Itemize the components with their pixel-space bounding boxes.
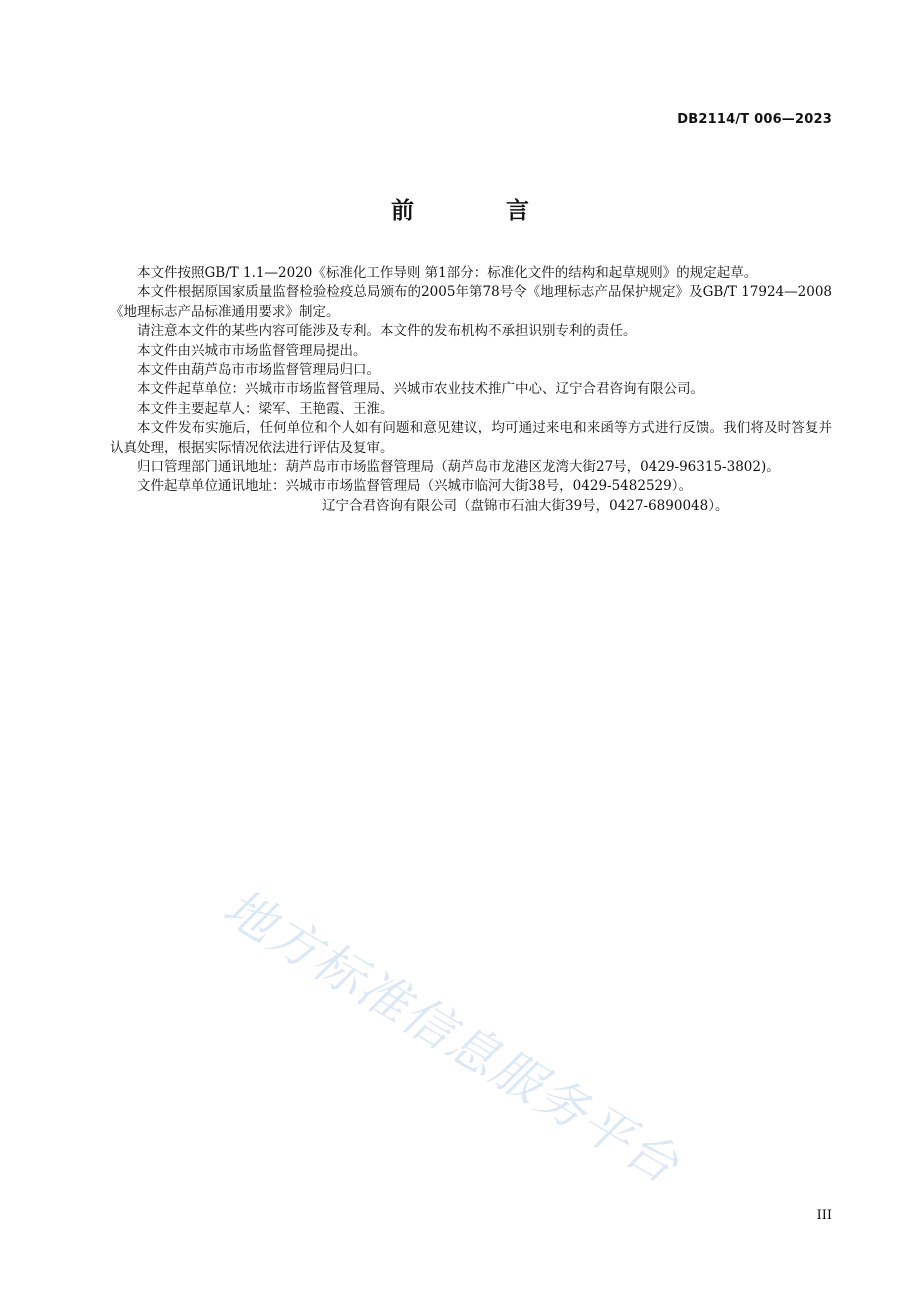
paragraph: 本文件发布实施后，任何单位和个人如有问题和意见建议，均可通过来电和来函等方式进行反馈。我们将及时答复并认真处理，根据实际情况依法进行评估及复审。 xyxy=(110,420,832,456)
standard-code: DB2114/T 006—2023 xyxy=(677,112,832,127)
paragraph: 请注意本文件的某些内容可能涉及专利。本文件的发布机构不承担识别专利的责任。 xyxy=(137,323,637,340)
page-title: 前 言 xyxy=(390,198,571,224)
paragraph: 本文件由兴城市市场监督管理局提出。 xyxy=(137,342,367,359)
paragraph: 归口管理部门通讯地址：葫芦岛市市场监督管理局（葫芦岛市龙港区龙湾大街27号，0429-96315-3802)。 xyxy=(137,459,780,476)
drafting-address xyxy=(110,477,832,496)
paragraph: 本文件主要起草人：梁军、王艳霞、王淮。 xyxy=(137,400,394,417)
watermark: 地方标准信息服务平台 xyxy=(213,877,690,1196)
paragraph: 本文件起草单位：兴城市市场监督管理局、兴城市农业技术推广中心、辽宁合君咨询有限公司。 xyxy=(137,381,704,398)
foreword-body xyxy=(110,264,832,516)
paragraph: 本文件根据原国家质量监督检验检疫总局颁布的2005年第78号令《地理标志产品保护规定》及GB/T 17924—2008《地理标志产品标准通用要求》制定。 xyxy=(110,284,832,320)
paragraph: 本文件按照GB/T 1.1—2020《标准化工作导则 第1部分：标准化文件的结构和起草规则》的规定起草。 xyxy=(137,265,758,281)
paragraph: 本文件由葫芦岛市市场监督管理局归口。 xyxy=(137,362,380,379)
drafting-address-line1: 兴城市市场监督管理局（兴城市临河大街38号，0429-5482529）。 xyxy=(285,478,692,495)
page-number: III xyxy=(816,1208,832,1223)
drafting-address-label: 文件起草单位通讯地址： xyxy=(137,478,286,495)
drafting-address-line2: 辽宁合君咨询有限公司（盘锦市石油大街39号，0427-6890048）。 xyxy=(322,497,729,514)
